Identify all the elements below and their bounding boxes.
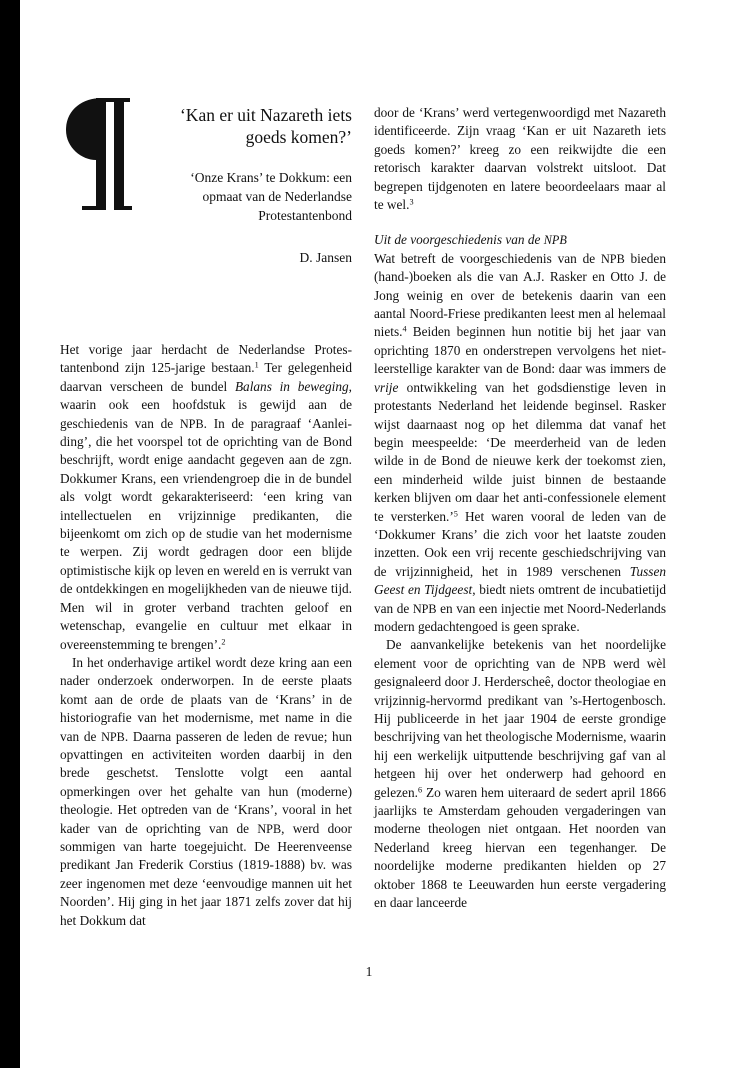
footnote-ref: 4 — [402, 324, 407, 334]
paragraph: door de ‘Krans’ werd vertegenwoordigd met Nazareth identificeerde. Zijn vraag ‘Kan er uit Nazareth iets goeds komen?’ kreeg zo een reikwijdte die een retorisch karakter daarvan volstrekt uitsloot. Dat begrepen tijdgenoten en latere beoordeelaars maar al te wel.$^3$ — [374, 105, 666, 213]
right-column — [374, 104, 666, 912]
paragraph: In het onderhavige artikel wordt deze kring aan een nader onderzoek onderworpen. In de eerste plaats komt aan de orde de plaats van de ‘Krans’ in de historiografie van het modernisme, met name in die van de NPB. Daarna passeren de leden de revue; hun opvattingen en activiteiten worden daarbij in den brede geschetst. Tenslotte volgt een aantal opmerkingen over het gehalte van hun (moderne) theologie. Het optreden van de ‘Krans’, vooral in het kader van de oprichting van de NPB, werd door sommigen van harte toegejuicht. De Heerenveense predikant Jan Frederik Corstius (1819-1888) bv. was zeer ingenomen met deze ‘eenvoudige mannen uit het Noorden’. Hij ging in het jaar 1871 zelfs zover dat hij het Dokkum dat — [60, 654, 352, 928]
article-subtitle: ‘Onze Krans’ te Dokkum: een opmaat van de Nederlandse Protestantenbond — [190, 170, 352, 223]
footnote-ref: 3 — [409, 197, 414, 207]
footnote-ref: 6 — [417, 785, 423, 795]
page-number: 1 — [365, 964, 373, 979]
paragraph: De aanvankelijke betekenis van het noordelijke element voor de oprichting van de NPB werd wèl gesignaleerd door J. Herderscheê, doctor theologiae en vrijzinnig-hervormd predikant van ’s-Hertogenbosch. Hij publiceerde in het jaar 1904 de eerste grondige beschrijving van het theologische Modernisme, waarin hij een werkelijk uitputtende beschrijving gaf van al hetgeen hij over het onderwerp had gehoord en gelezen.$^6$ Zo waren hem uiteraard de sedert april 1866 jaarlijks te Amsterdam gehouden vergaderingen van moderne theologen niet ontgaan. Het noorden van Nederland kreeg hiervan een tegenhanger. De noordelijke moderne predikanten hielden op 27 oktober 1868 te Leeuwarden hun eerste vergadering en daar lanceerde — [374, 637, 667, 911]
paragraph: Het vorige jaar herdacht de Nederlandse Protestantenbond zijn 125-jarige bestaan.$^1$ Ter gelegenheid daarvan verscheen de bundel Balans in beweging, waarin ook een hoofdstuk is gewijd aan de geschiedenis van de NPB. In de paragraaf ‘Aanleiding’, die het voorspel tot de oprichting van de Bond beschrijft, wordt enige aandacht gegeven aan de zgn. Dokkumer Krans, een vriendengroep die in de bundel als volgt wordt gekarakteriseerd: ‘een kring van intellectuelen en vrijzinnige predikanten, die bijeenkomt om zich op de studie van het modernisme te werpen. Zij wordt gedragen door een blijde optimistische kijk op leven en wereld en is verrukt van de ontdekkingen en mogelijkheden van de nieuwe tijd. Men wil in groter verband trachten geloof en wetenschap, evangelie en cultuur met elkaar in overeenstemming te brengen’.$^2$ — [60, 342, 353, 652]
paragraph: Wat betreft de voorgeschiedenis van de NPB bieden (hand-)boeken als die van A.J. Rasker en Otto J. de Jong weinig en over de betekenis daarin van een aantal Noord-Friese predikanten leest men al helemaal niets.$^4$ Beiden beginnen hun notitie bij het jaar van oprichting 1870 en onderstrepen vervolgens het niet-leerstellige karakter van de Bond: daar was immers de vrije ontwikkeling van het godsdienstige leven in protestants Nederland het leidende beginsel. Rasker wijst daarnaast nog op het dilemma dat vanaf het begin meespeelde: ‘De meerderheid van de leden wilde in de Bond de nieuwe kerk der toekomst zien, een minderheid wilde juist binnen de bestaande kerken blijven om daar het anti-confessionele element te versterken.’$^5$ Het waren vooral de leden van de ‘Dokkumer Krans’ die zich voor het laatste zouden inzetten. Ook een vrij recente geschiedschrijving van de vrijzinnigheid, het in 1989 verschenen Tussen Geest en Tijdgeest, biedt niets omtrent de incubatietijd van de NPB en van een injectie met Noord-Nederlands modern gedachtengoed is geen sprake. — [374, 250, 666, 634]
footnote-ref: 1 — [254, 360, 259, 370]
pilcrow-icon — [62, 92, 134, 214]
left-column — [60, 341, 352, 930]
article-header — [150, 104, 352, 267]
scan-edge — [0, 0, 20, 1068]
footnote-ref: 5 — [453, 509, 458, 518]
article-title: ‘Kan er uit Nazareth iets goeds komen?’ — [179, 105, 352, 147]
footnote-ref: 2 — [221, 636, 226, 646]
article-author: D. Jansen — [299, 250, 352, 265]
section-heading: Uit de voorgeschiedenis van de NPB — [374, 232, 567, 248]
